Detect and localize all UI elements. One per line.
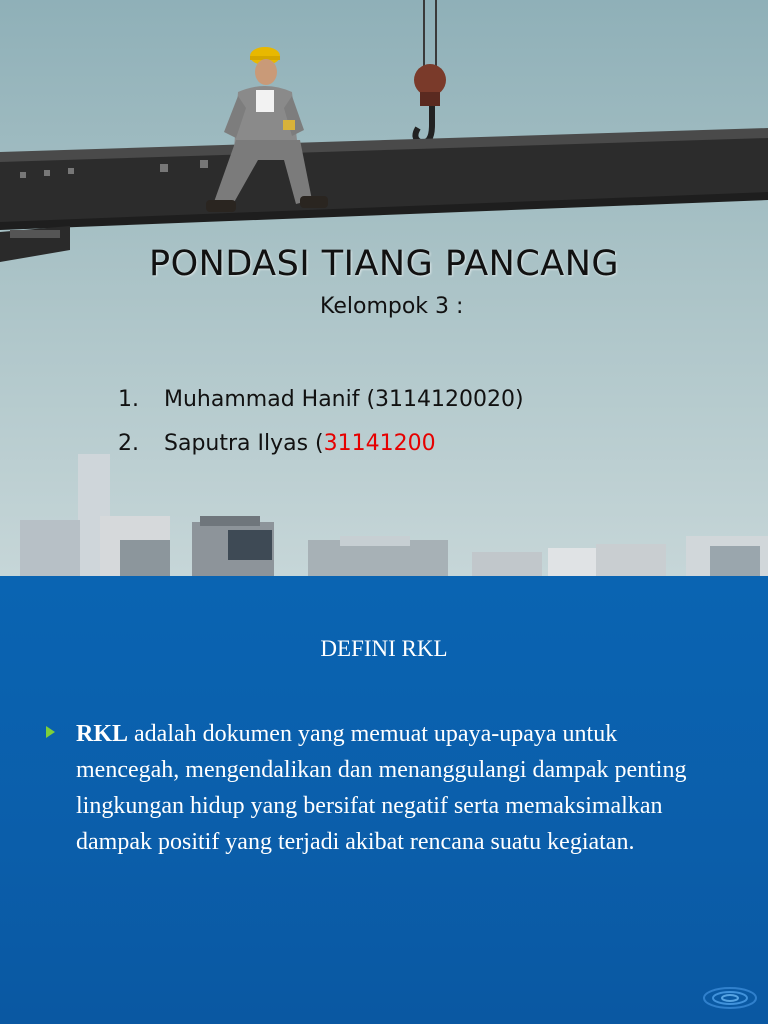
member-name: Muhammad Hanif (3114120020) [164, 387, 524, 412]
list-item [118, 424, 524, 468]
member-list [118, 380, 524, 468]
water-ripple-icon [700, 956, 760, 1016]
steel-beam [0, 128, 768, 262]
slide-title: DEFINI RKL [320, 636, 448, 661]
crane-hook [414, 0, 446, 142]
list-number: 2. [118, 431, 139, 456]
city-skyline [20, 454, 768, 576]
slide-title: PONDASI TIANG PANCANG [148, 244, 620, 284]
list-item [118, 380, 524, 424]
member-name: Saputra Ilyas ( [164, 431, 324, 456]
bullet-paragraph [46, 716, 726, 860]
member-id-highlight: 31141200 [323, 431, 436, 456]
definition-text: adalah dokumen yang memuat upaya-upaya untuk mencegah, mengendalikan dan menanggulangi dampak penting lingkungan hidup yang bersifat negatif serta memaksimalkan dampak positif yang terjadi akibat rencana suatu kegiatan. [76, 721, 687, 855]
list-number: 1. [118, 387, 139, 412]
bullet-text [76, 716, 726, 860]
definition-slide [0, 576, 768, 1024]
group-subtitle: Kelompok 3 : [320, 294, 464, 319]
arrow-bullet-icon [46, 726, 55, 738]
term-bold: RKL [76, 721, 129, 747]
